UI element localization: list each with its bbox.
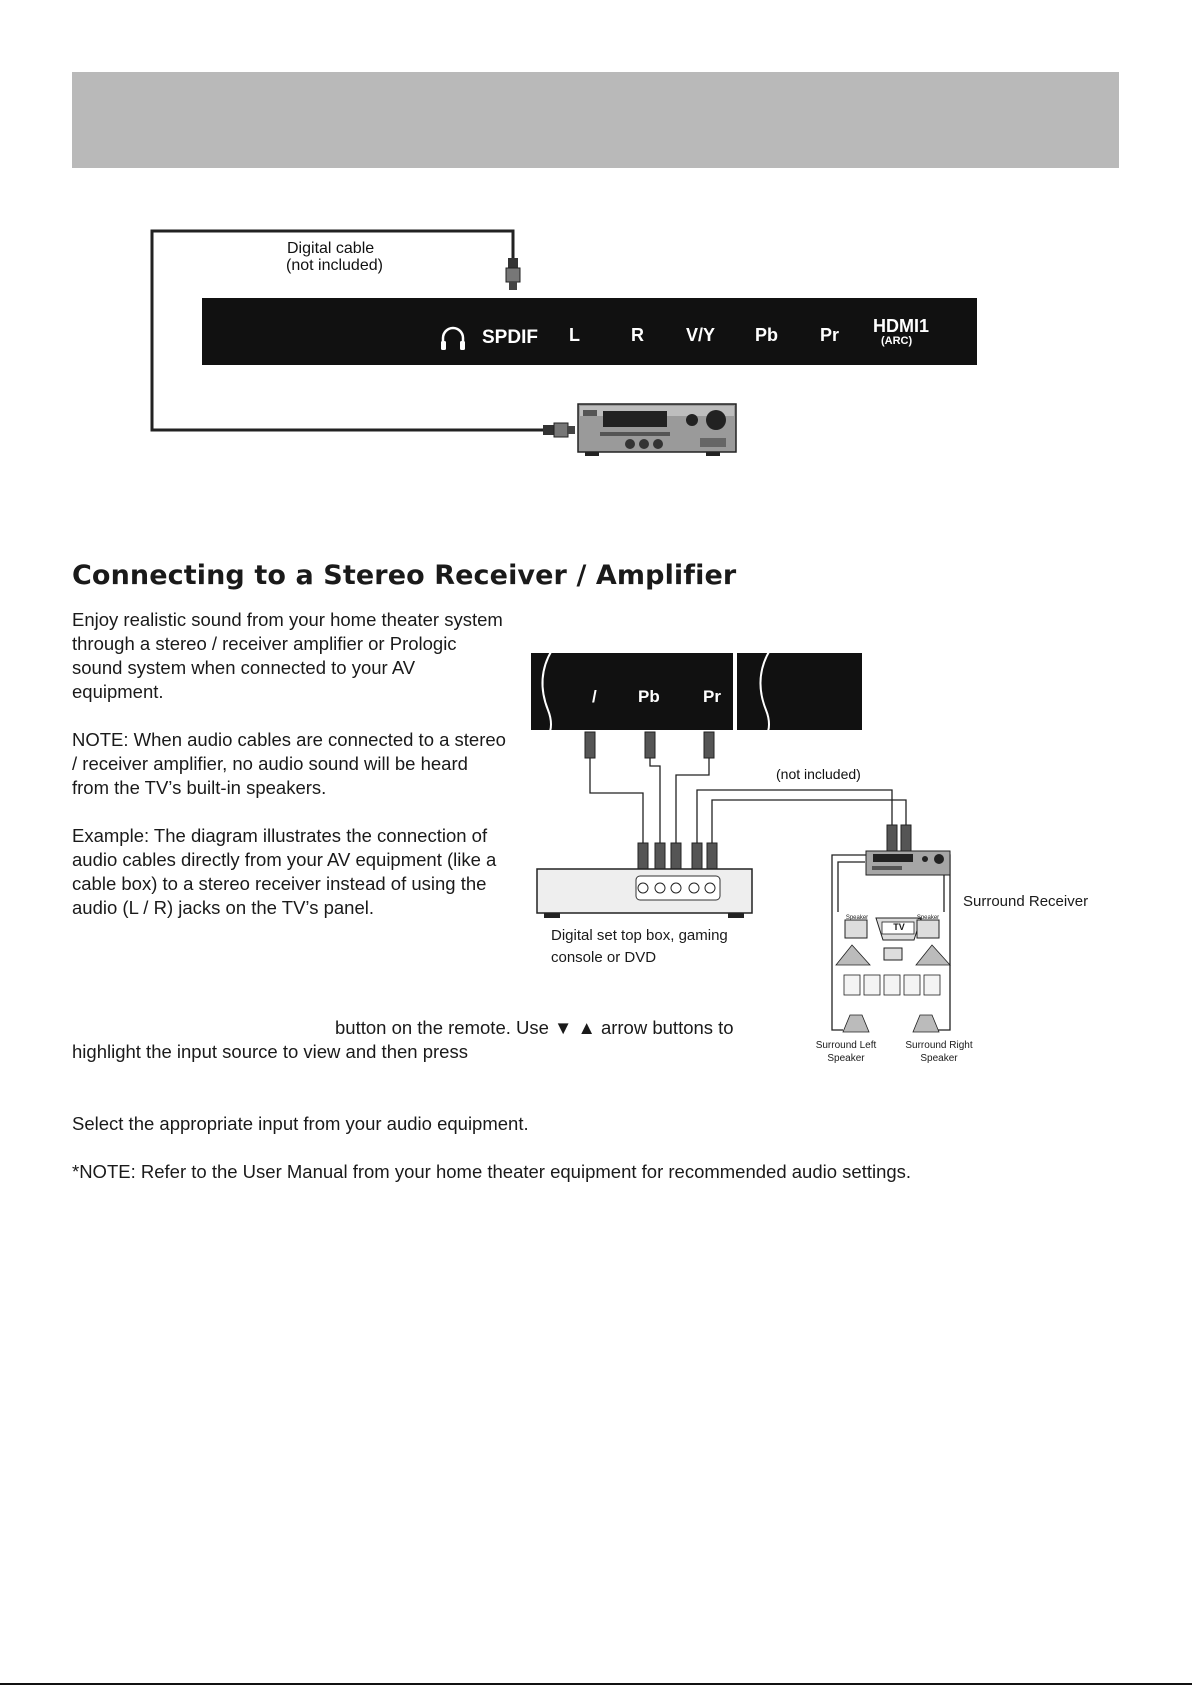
panel-plugs [585, 732, 714, 758]
surround-system [832, 851, 950, 1032]
port-pb: Pb [755, 325, 779, 345]
example-paragraph: Example: The diagram illustrates the connection of audio cables directly from your AV equipment (like a cable box) to a stereo receiver instead of using the audio (L / R) jacks on the TV’s panel. [72, 825, 497, 918]
surround-receiver-label: Surround Receiver [963, 893, 1089, 910]
note-paragraph: NOTE: When audio cables are connected to a stereo / receiver amplifier, no audio sound will be heard from the TV’s built-in speakers. [72, 729, 506, 798]
port-hdmi-arc: (ARC) [881, 335, 913, 347]
speaker-label-right: Speaker [916, 915, 940, 921]
intro-paragraph: Enjoy realistic sound from your home theater system through a stereo / receiver amplifier or Prologic sound system when connected to your AV equipment. [72, 609, 503, 702]
settop-label-line2: console or DVD [551, 949, 657, 966]
instruction-line-1: button on the remote. Use ▼ ▲ arrow buttons to [335, 1017, 734, 1038]
not-included-label: (not included) [776, 766, 861, 782]
right-panel-pr: Pr [703, 687, 721, 706]
right-panel-pb: Pb [638, 687, 660, 706]
cable-plug-bottom [543, 423, 575, 437]
port-pr: Pr [820, 325, 840, 345]
surround-right-speaker: Speaker [920, 1053, 958, 1064]
surround-left-speaker: Speaker [827, 1053, 865, 1064]
port-l: L [569, 325, 580, 345]
footnote: *NOTE: Refer to the User Manual from your home theater equipment for recommended audio settings. [72, 1161, 912, 1182]
port-r: R [631, 325, 644, 345]
cable-label-sub: (not included) [286, 257, 383, 274]
instruction-line-3: Select the appropriate input from your audio equipment. [72, 1113, 529, 1134]
section-title: Connecting to a Stereo Receiver / Amplifier [72, 560, 737, 591]
headphone-icon [439, 324, 467, 352]
receiver-unit [578, 404, 736, 456]
port-vy: V/Y [686, 325, 716, 345]
instruction-line-2: highlight the input source to view and then press [72, 1041, 468, 1062]
surround-left-label: Surround Left [815, 1040, 877, 1051]
settop-label-line1: Digital set top box, gaming [551, 927, 728, 944]
tv-rear-panel [202, 298, 977, 365]
settop-box [537, 869, 752, 918]
digital-cable-lines [0, 0, 1192, 480]
port-spdif: SPDIF [482, 327, 538, 348]
cable-label: Digital cable [287, 240, 375, 257]
port-hdmi1: HDMI1 [873, 316, 930, 336]
tv-label: TV [893, 922, 905, 932]
cable-plug-top [506, 258, 520, 290]
right-panel-slash: / [592, 687, 597, 706]
speaker-label-left: Speaker [845, 915, 869, 921]
surround-right-label: Surround Right [905, 1040, 973, 1051]
